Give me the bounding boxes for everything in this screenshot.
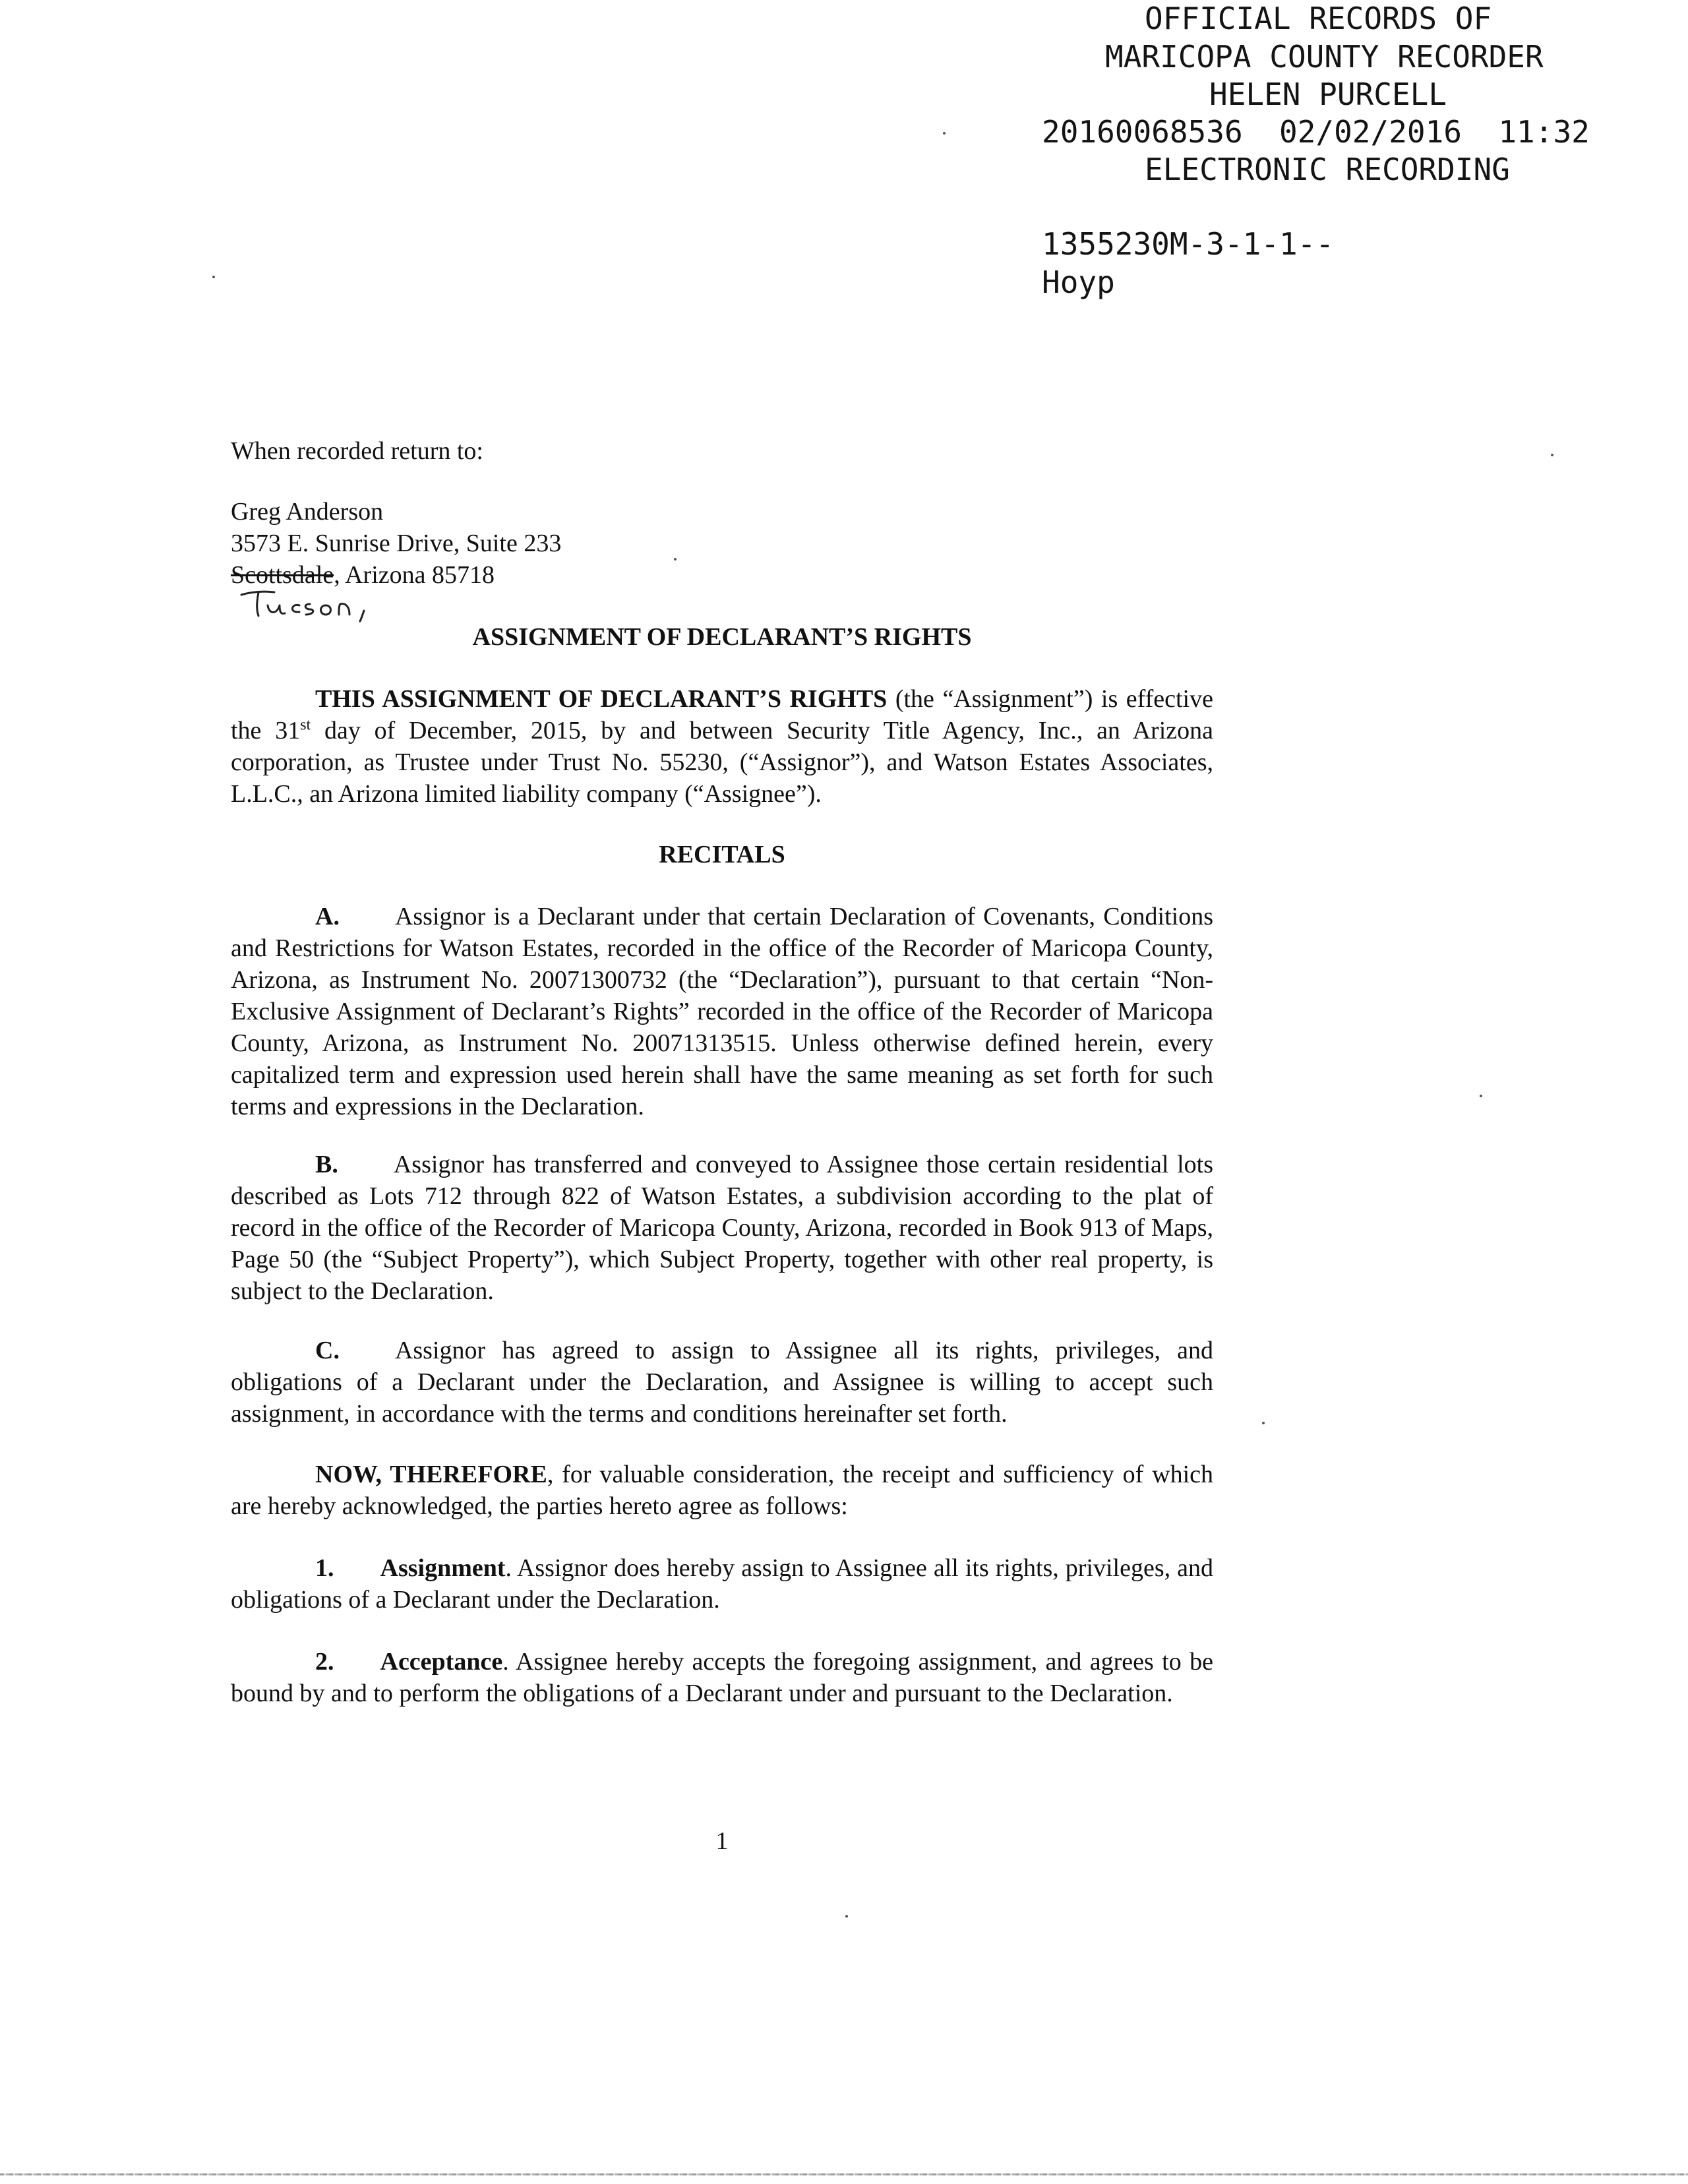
recording-stamp — [0, 0, 1590, 332]
recital-b-label: B. — [315, 1151, 338, 1178]
scan-edge-line — [0, 2173, 1688, 2175]
intro-day-suffix: st — [300, 716, 311, 734]
scan-speck — [1480, 1095, 1482, 1097]
scan-speck — [943, 132, 946, 135]
recital-c-label: C. — [315, 1337, 340, 1364]
scan-speck — [1262, 1422, 1265, 1424]
scan-speck — [212, 276, 215, 278]
clause-1-text: . Assignor does hereby assign to Assignee all its rights, privileges, and obligations of a Declarant under the Declaration. — [231, 1554, 1213, 1614]
recital-a-text: Assignor is a Declarant under that certain Declaration of Covenants, Conditions and Restrictions for Watson Estates, recorded in the office of the Recorder of Maricopa County, Arizona, as Instrument No. 20071300732 (the “Declaration”), pursuant to that certain “Non-Exclusive Assignment of Declarant’s Rights” recorded in the office of the Recorder of Maricopa County, Arizona, as Instrument No. 20071313515. Unless otherwise defined herein, every capitalized term and expression used herein shall have the same meaning as set forth for such terms and expressions in the Declaration. — [231, 903, 1213, 1120]
stamp-line-recorder-name: HELEN PURCELL — [1209, 76, 1447, 112]
stamp-line-document-code: 1355230M-3-1-1-- — [1042, 226, 1335, 262]
return-label-text: When recorded return to: — [231, 437, 483, 465]
clause-1-number: 1. — [315, 1554, 334, 1582]
stamp-line-instrument-date-time: 20160068536 02/02/2016 11:32 — [1042, 114, 1590, 150]
struck-city: Scottsdale — [231, 561, 334, 589]
recitals-heading: RECITALS — [659, 841, 785, 868]
clause-1-heading: Assignment — [380, 1554, 506, 1582]
intro-paragraph — [231, 683, 1213, 810]
clause-2 — [231, 1646, 1213, 1709]
recital-a — [231, 901, 1213, 1122]
page-number: 1 — [715, 1827, 729, 1855]
clause-2-number: 2. — [315, 1648, 334, 1676]
clause-2-text: . Assignee hereby accepts the foregoing assignment, and agrees to be bound by and to perform the obligations of a Declarant under and pursuant to the Declaration. — [231, 1648, 1213, 1707]
clause-2-heading: Acceptance — [380, 1648, 503, 1676]
intro-lead: THIS ASSIGNMENT OF DECLARANT’S RIGHTS — [315, 685, 888, 713]
scan-speck — [1551, 454, 1553, 456]
return-name: Greg Anderson — [231, 498, 384, 526]
scan-speck — [845, 1915, 848, 1918]
recital-c-text: Assignor has agreed to assign to Assignee all its rights, privileges, and obligations of a Declarant under the Declaration, and Assignee is willing to accept such assignment, in accordance with the terms and conditions hereinafter set forth. — [231, 1337, 1213, 1428]
now-therefore-paragraph — [231, 1459, 1213, 1522]
recital-c — [231, 1335, 1213, 1430]
clause-1 — [231, 1552, 1213, 1616]
return-street: 3573 E. Sunrise Drive, Suite 233 — [231, 530, 562, 557]
return-address — [231, 496, 1213, 591]
recital-b-text: Assignor has transferred and conveyed to Assignee those certain residential lots described as Lots 712 through 822 of Watson Estates, a subdivision according to the plat of record in the office of the Recorder of Maricopa County, Arizona, recorded in Book 913 of Maps, Page 50 (the “Subject Property”), which Subject Property, together with other real property, is subject to the Declaration. — [231, 1151, 1213, 1305]
handwritten-correction-tucson — [239, 586, 390, 625]
intro-text-2: day of December, 2015, by and between Security Title Agency, Inc., an Arizona corporation, as Trustee under Trust No. 55230, (“Assignor”), and Watson Estates Associates, L.L.C., an Arizona limited liability company (“Assignee”). — [231, 717, 1213, 808]
stamp-line-clerk-initials: Hoyp — [1042, 264, 1115, 300]
scan-speck — [674, 558, 677, 561]
stamp-line-county-recorder: MARICOPA COUNTY RECORDER — [1105, 39, 1544, 75]
document-title: ASSIGNMENT OF DECLARANT’S RIGHTS — [472, 623, 972, 651]
state-zip: , Arizona 85718 — [334, 561, 495, 589]
intro-text-1: (the “Assignment”) is effective the 31 — [231, 685, 1213, 744]
stamp-line-official-records: OFFICIAL RECORDS OF — [1145, 1, 1492, 36]
stamp-line-electronic-recording: ELECTRONIC RECORDING — [1145, 152, 1510, 187]
return-address-label — [231, 435, 1213, 467]
recital-b — [231, 1149, 1213, 1307]
now-therefore-text: , for valuable consideration, the receipt and sufficiency of which are hereby acknowledged, the parties hereto agree as follows: — [231, 1461, 1213, 1520]
now-therefore-lead: NOW, THEREFORE — [315, 1461, 547, 1488]
recital-a-label: A. — [315, 903, 340, 930]
